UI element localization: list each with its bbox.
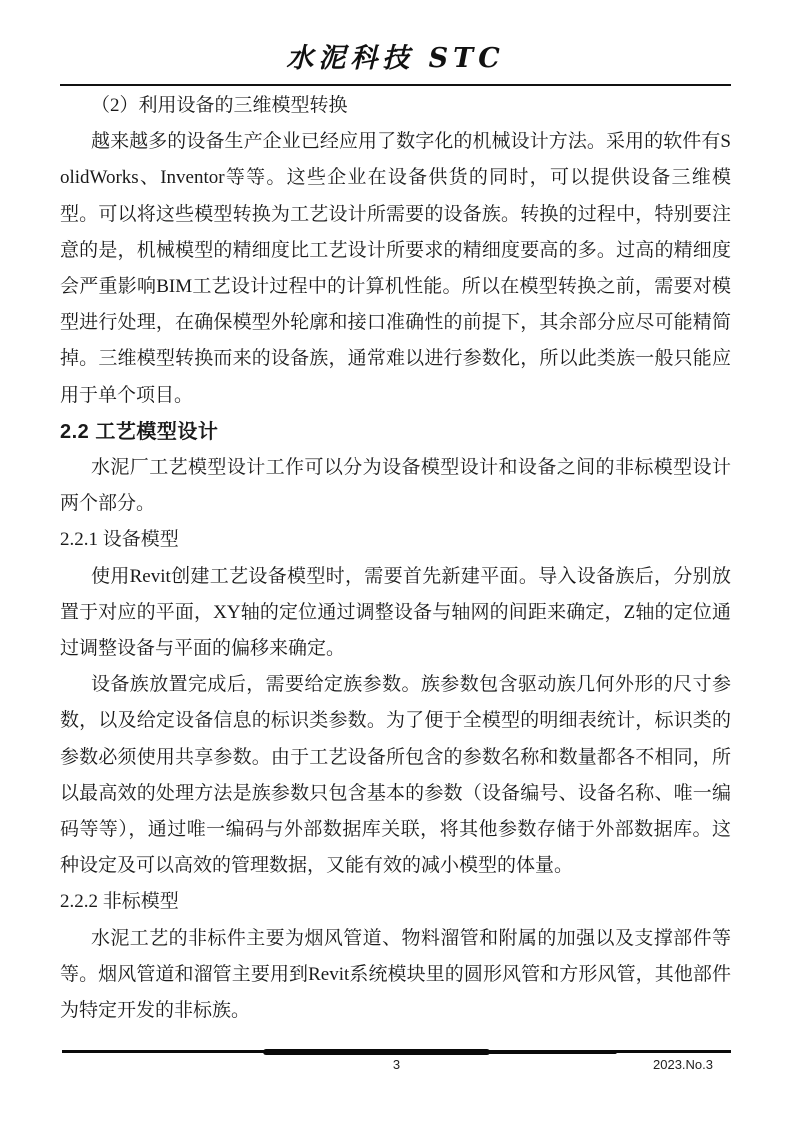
list-item-line: （2）利用设备的三维模型转换 [91,95,348,116]
subsection-heading-2-2-2: 2.2.2 非标模型 [60,891,179,913]
document-body [60,88,731,1029]
header-divider [60,84,731,86]
body-paragraph: 设备族放置完成后，需要给定族参数。族参数包含驱动族几何外形的尺寸参数，以及给定设备信息的标识类参数。为了便于全模型的明细表统计，标识类的参数必须使用共享参数。由于工艺设备所包含的参数名称和数量都各不相同，所以最高效的处理方法是族参数只包含基本的参数（设备编号、设备名称、唯一编码等等），通过唯一编码与外部数据库关联，将其他参数存储于外部数据库。这种设定及可以高效的管理数据，又能有效的减小模型的体量。 [60,674,731,877]
page-footer [62,1057,731,1077]
body-paragraph: 水泥厂工艺模型设计工作可以分为设备模型设计和设备之间的非标模型设计两个部分。 [60,457,731,515]
body-paragraph: 水泥工艺的非标件主要为烟风管道、物料溜管和附属的加强以及支撑部件等等。烟风管道和溜管主要用到Revit系统模块里的圆形风管和方形风管，其他部件为特定开发的非标族。 [60,927,731,1022]
subsection-heading-2-2-1: 2.2.1 设备模型 [60,529,179,551]
footer-divider [62,1050,731,1053]
section-heading-2-2: 2.2 工艺模型设计 [60,420,219,443]
page-number: 3 [392,1057,401,1072]
body-paragraph: 越来越多的设备生产企业已经应用了数字化的机械设计方法。采用的软件有SolidWorks、Inventor等等。这些企业在设备供货的同时，可以提供设备三维模型。可以将这些模型转换为工艺设计所需要的设备族。转换的过程中，特别要注意的是，机械模型的精细度比工艺设计所要求的精细度要高的多。过高的精细度会严重影响BIM工艺设计过程中的计算机性能。所以在模型转换之前，需要对模型进行处理，在确保模型外轮廓和接口准确性的前提下，其余部分应尽可能精简掉。三维模型转换而来的设备族，通常难以进行参数化，所以此类族一般只能应用于单个项目。 [60,131,731,406]
journal-title: 水泥科技 STC [286,43,505,74]
issue-number: 2023.No.3 [653,1057,713,1072]
journal-header [60,42,731,76]
body-paragraph: 使用Revit创建工艺设备模型时，需要首先新建平面。导入设备族后，分别放置于对应的平面，XY轴的定位通过调整设备与轴网的间距来确定，Z轴的定位通过调整设备与平面的偏移来确定。 [60,565,731,660]
